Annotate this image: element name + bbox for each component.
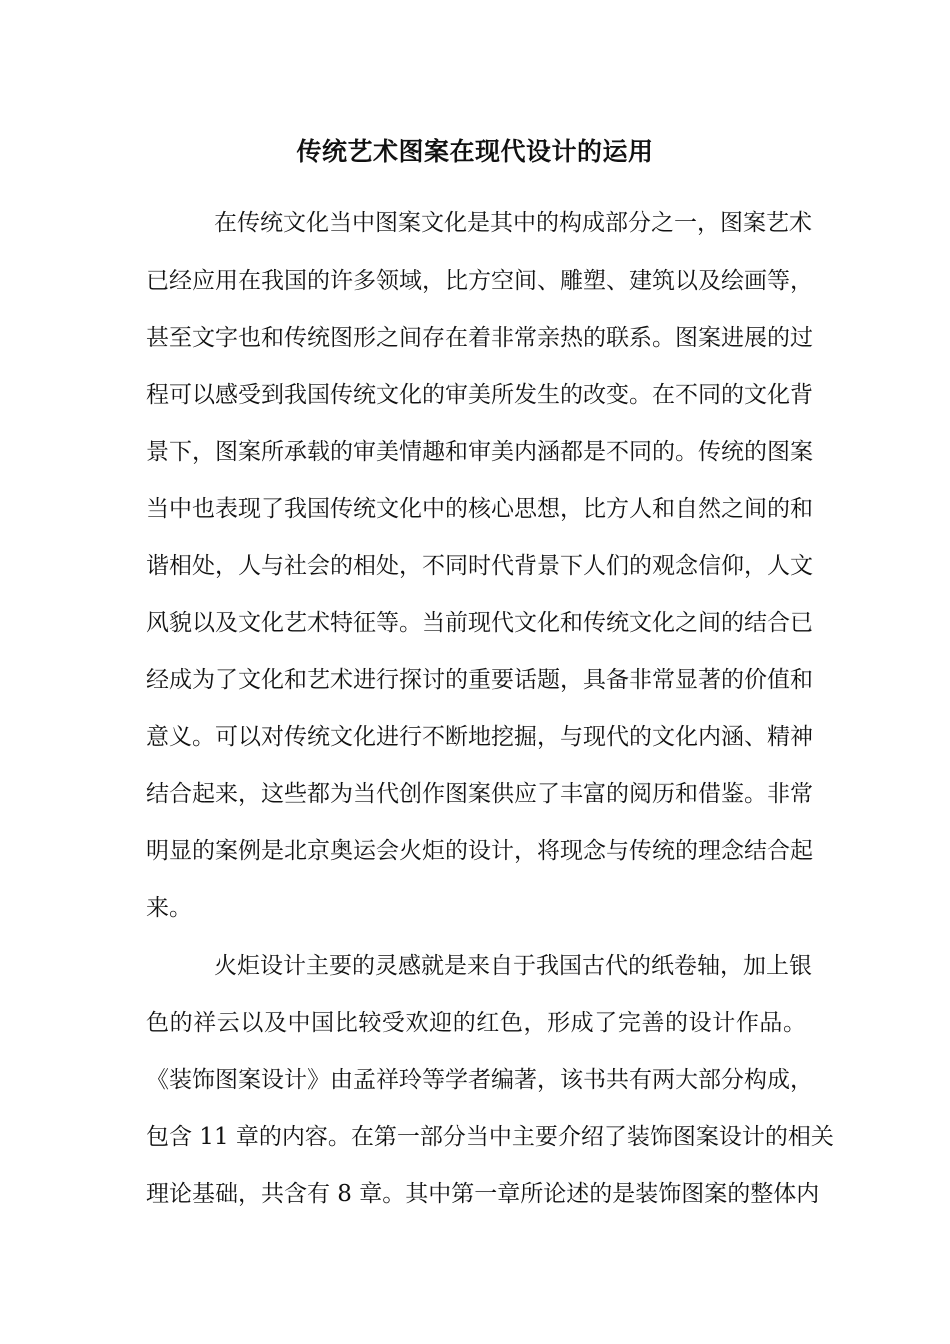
paragraph-1-line-7: 谐相处，人与社会的相处，不同时代背景下人们的观念信仰，人文	[146, 553, 813, 579]
paragraph-2-line-4: 包含 11 章的内容。在第一部分当中主要介绍了装饰图案设计的相关	[146, 1124, 834, 1150]
paragraph-1-line-6: 当中也表现了我国传统文化中的核心思想，比方人和自然之间的和	[146, 496, 813, 522]
paragraph-1-line-12: 明显的案例是北京奥运会火炬的设计，将现念与传统的理念结合起	[146, 838, 813, 864]
paragraph-1-line-4: 程可以感受到我国传统文化的审美所发生的改变。在不同的文化背	[146, 382, 813, 408]
paragraph-2-line-3: 《装饰图案设计》由孟祥玲等学者编著，该书共有两大部分构成，	[146, 1067, 813, 1093]
paragraph-1-line-3: 甚至文字也和传统图形之间存在着非常亲热的联系。图案进展的过	[146, 325, 813, 351]
paragraph-1-line-13: 来。	[146, 895, 192, 921]
paragraph-1-line-9: 经成为了文化和艺术进行探讨的重要话题，具备非常显著的价值和	[146, 667, 813, 693]
paragraph-2-line-2: 色的祥云以及中国比较受欢迎的红色，形成了完善的设计作品。	[146, 1010, 806, 1036]
paragraph-2-line-5: 理论基础，共含有 8 章。其中第一章所论述的是装饰图案的整体内	[146, 1181, 820, 1207]
paragraph-1-line-5: 景下，图案所承载的审美情趣和审美内涵都是不同的。传统的图案	[146, 439, 813, 465]
document-title: 传统艺术图案在现代设计的运用	[296, 137, 654, 166]
paragraph-2-line-1: 火炬设计主要的灵感就是来自于我国古代的纸卷轴，加上银	[214, 953, 812, 979]
paragraph-1-line-1: 在传统文化当中图案文化是其中的构成部分之一，图案艺术	[214, 210, 812, 236]
paragraph-1-line-2: 已经应用在我国的许多领域，比方空间、雕塑、建筑以及绘画等，	[146, 268, 813, 294]
paragraph-1-line-8: 风貌以及文化艺术特征等。当前现代文化和传统文化之间的结合已	[146, 610, 813, 636]
paragraph-1-line-10: 意义。可以对传统文化进行不断地挖掘，与现代的文化内涵、精神	[146, 724, 813, 750]
paragraph-1-line-11: 结合起来，这些都为当代创作图案供应了丰富的阅历和借鉴。非常	[146, 781, 813, 807]
